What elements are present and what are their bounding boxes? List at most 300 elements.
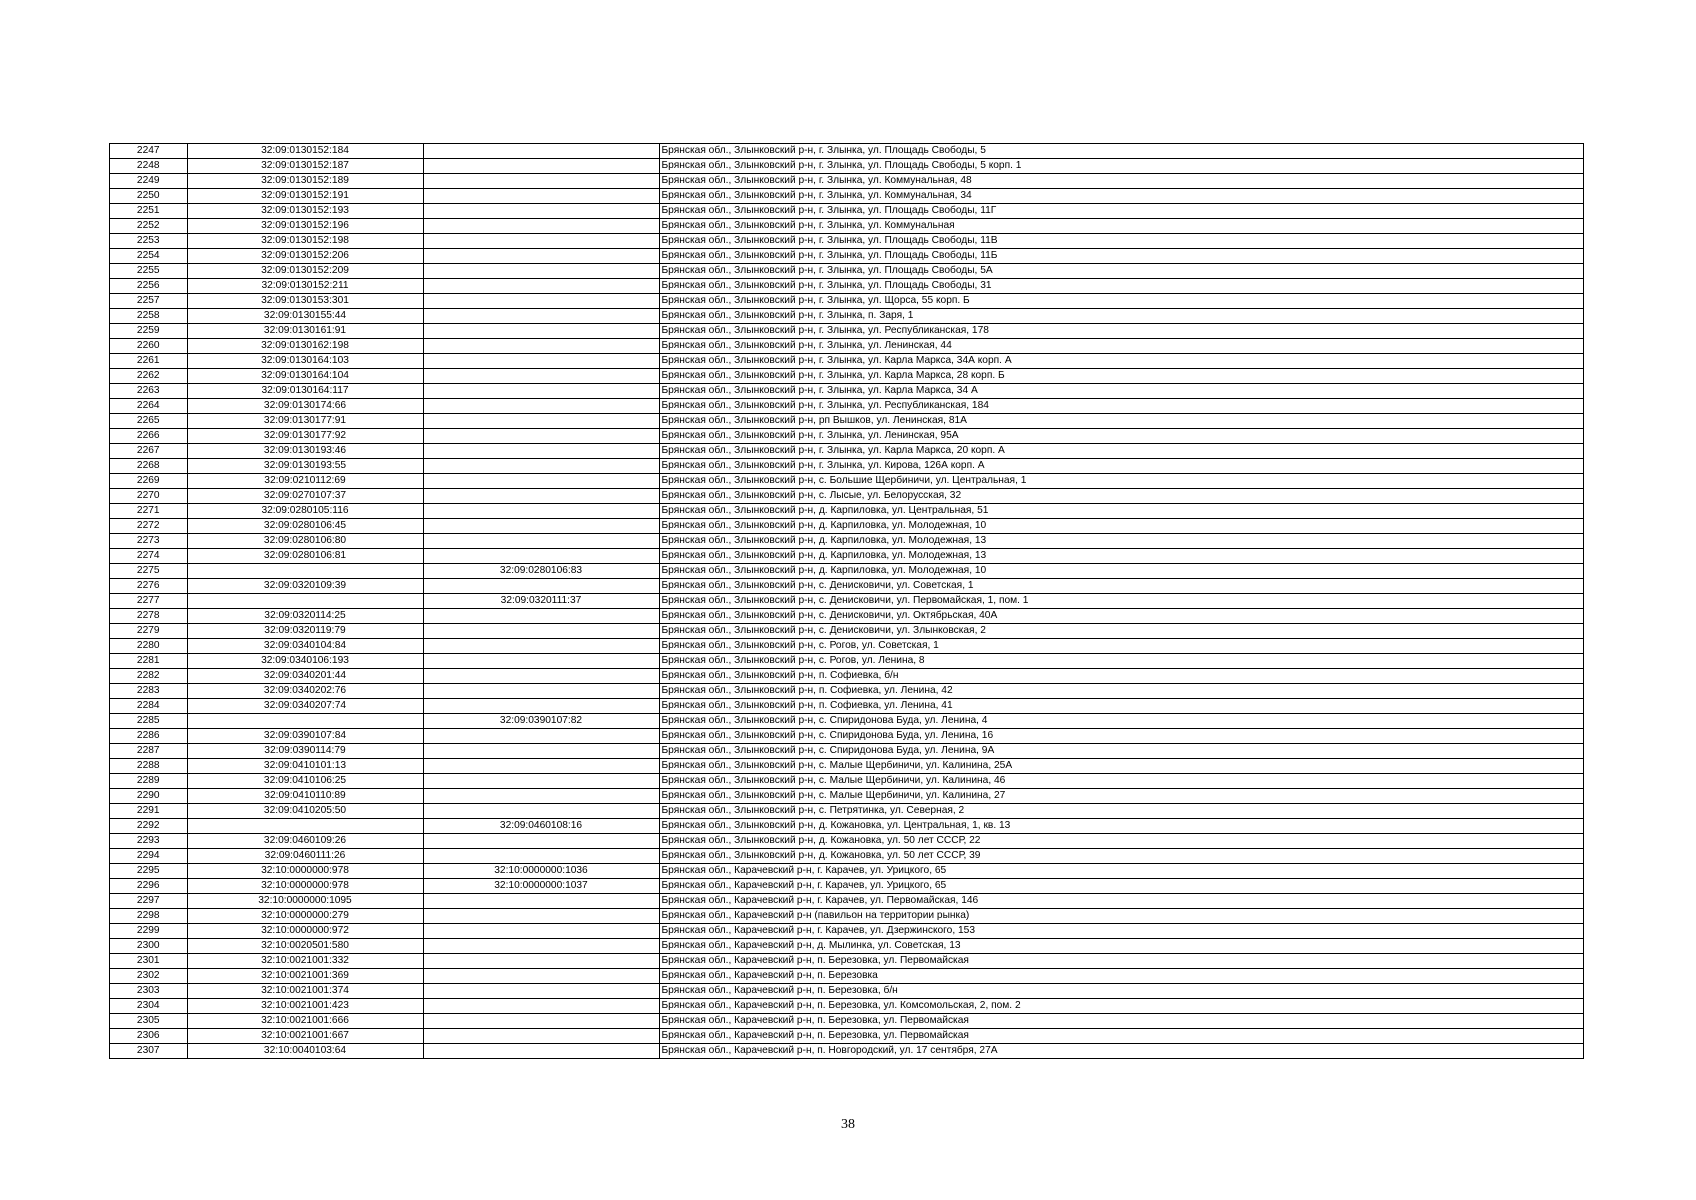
- registry-table-frame: [109, 143, 1584, 1059]
- cadastral-number-cell: 32:09:0340104:84: [187, 639, 423, 654]
- cadastral-number-cell: 32:10:0000000:978: [187, 879, 423, 894]
- address-cell: Брянская обл., Злынковский р-н, г. Злынка, ул. Ленинская, 95А: [659, 429, 1583, 444]
- cadastral-number-cell: 32:09:0410205:50: [187, 804, 423, 819]
- cadastral-number-cell: 32:09:0410110:89: [187, 789, 423, 804]
- related-cadastral-number-cell: [423, 189, 659, 204]
- related-cadastral-number-cell: [423, 384, 659, 399]
- related-cadastral-number-cell: [423, 1014, 659, 1029]
- address-cell: Брянская обл., Злынковский р-н, с. Денисковичи, ул. Злынковская, 2: [659, 624, 1583, 639]
- row-number-cell: 2250: [110, 189, 187, 204]
- table-row: [110, 924, 1583, 939]
- table-row: [110, 249, 1583, 264]
- related-cadastral-number-cell: 32:10:0000000:1037: [423, 879, 659, 894]
- related-cadastral-number-cell: [423, 579, 659, 594]
- related-cadastral-number-cell: [423, 414, 659, 429]
- cadastral-number-cell: 32:09:0130152:209: [187, 264, 423, 279]
- cadastral-number-cell: 32:09:0320114:25: [187, 609, 423, 624]
- cadastral-number-cell: 32:09:0320119:79: [187, 624, 423, 639]
- row-number-cell: 2256: [110, 279, 187, 294]
- table-row: [110, 564, 1583, 579]
- address-cell: Брянская обл., Злынковский р-н, с. Малые Щербиничи, ул. Калинина, 25А: [659, 759, 1583, 774]
- table-row: [110, 669, 1583, 684]
- row-number-cell: 2298: [110, 909, 187, 924]
- cadastral-number-cell: 32:09:0130155:44: [187, 309, 423, 324]
- cadastral-number-cell: 32:09:0130193:46: [187, 444, 423, 459]
- related-cadastral-number-cell: [423, 429, 659, 444]
- row-number-cell: 2255: [110, 264, 187, 279]
- related-cadastral-number-cell: [423, 654, 659, 669]
- related-cadastral-number-cell: [423, 834, 659, 849]
- cadastral-number-cell: 32:09:0130152:187: [187, 159, 423, 174]
- address-cell: Брянская обл., Карачевский р-н, п. Березовка, ул. Первомайская: [659, 954, 1583, 969]
- related-cadastral-number-cell: [423, 669, 659, 684]
- related-cadastral-number-cell: [423, 609, 659, 624]
- registry-table: [110, 144, 1583, 1058]
- row-number-cell: 2262: [110, 369, 187, 384]
- related-cadastral-number-cell: [423, 1029, 659, 1044]
- row-number-cell: 2305: [110, 1014, 187, 1029]
- row-number-cell: 2283: [110, 684, 187, 699]
- related-cadastral-number-cell: [423, 684, 659, 699]
- address-cell: Брянская обл., Злынковский р-н, г. Злынка, ул. Карла Маркса, 20 корп. А: [659, 444, 1583, 459]
- address-cell: Брянская обл., Злынковский р-н, п. Софиевка, ул. Ленина, 41: [659, 699, 1583, 714]
- address-cell: Брянская обл., Злынковский р-н, г. Злынка, ул. Коммунальная: [659, 219, 1583, 234]
- related-cadastral-number-cell: [423, 474, 659, 489]
- address-cell: Брянская обл., Злынковский р-н, с. Денисковичи, ул. Октябрьская, 40А: [659, 609, 1583, 624]
- table-row: [110, 189, 1583, 204]
- row-number-cell: 2284: [110, 699, 187, 714]
- related-cadastral-number-cell: [423, 234, 659, 249]
- table-row: [110, 819, 1583, 834]
- table-row: [110, 969, 1583, 984]
- table-row: [110, 1029, 1583, 1044]
- table-row: [110, 369, 1583, 384]
- address-cell: Брянская обл., Злынковский р-н, г. Злынка, ул. Коммунальная, 48: [659, 174, 1583, 189]
- cadastral-number-cell: 32:09:0130164:103: [187, 354, 423, 369]
- related-cadastral-number-cell: 32:09:0460108:16: [423, 819, 659, 834]
- related-cadastral-number-cell: [423, 399, 659, 414]
- row-number-cell: 2279: [110, 624, 187, 639]
- address-cell: Брянская обл., Карачевский р-н, п. Березовка, б/н: [659, 984, 1583, 999]
- cadastral-number-cell: [187, 819, 423, 834]
- cadastral-number-cell: [187, 594, 423, 609]
- row-number-cell: 2264: [110, 399, 187, 414]
- related-cadastral-number-cell: [423, 159, 659, 174]
- table-row: [110, 429, 1583, 444]
- address-cell: Брянская обл., Злынковский р-н, с. Малые Щербиничи, ул. Калинина, 46: [659, 774, 1583, 789]
- related-cadastral-number-cell: [423, 969, 659, 984]
- row-number-cell: 2266: [110, 429, 187, 444]
- address-cell: Брянская обл., Злынковский р-н, г. Злынка, ул. Карла Маркса, 34 А: [659, 384, 1583, 399]
- row-number-cell: 2252: [110, 219, 187, 234]
- address-cell: Брянская обл., Злынковский р-н, г. Злынка, ул. Коммунальная, 34: [659, 189, 1583, 204]
- related-cadastral-number-cell: [423, 294, 659, 309]
- related-cadastral-number-cell: [423, 729, 659, 744]
- row-number-cell: 2299: [110, 924, 187, 939]
- registry-table-body: [110, 144, 1583, 1058]
- related-cadastral-number-cell: [423, 264, 659, 279]
- row-number-cell: 2254: [110, 249, 187, 264]
- cadastral-number-cell: 32:09:0130152:198: [187, 234, 423, 249]
- table-row: [110, 999, 1583, 1014]
- table-row: [110, 954, 1583, 969]
- cadastral-number-cell: 32:09:0280105:116: [187, 504, 423, 519]
- table-row: [110, 309, 1583, 324]
- row-number-cell: 2257: [110, 294, 187, 309]
- related-cadastral-number-cell: [423, 249, 659, 264]
- row-number-cell: 2280: [110, 639, 187, 654]
- address-cell: Брянская обл., Карачевский р-н, п. Березовка, ул. Первомайская: [659, 1014, 1583, 1029]
- cadastral-number-cell: 32:09:0130152:206: [187, 249, 423, 264]
- address-cell: Брянская обл., Злынковский р-н, с. Денисковичи, ул. Первомайская, 1, пом. 1: [659, 594, 1583, 609]
- address-cell: Брянская обл., Злынковский р-н, г. Злынка, ул. Щорса, 55 корп. Б: [659, 294, 1583, 309]
- table-row: [110, 789, 1583, 804]
- related-cadastral-number-cell: 32:10:0000000:1036: [423, 864, 659, 879]
- related-cadastral-number-cell: 32:09:0390107:82: [423, 714, 659, 729]
- address-cell: Брянская обл., Злынковский р-н, г. Злынка, ул. Площадь Свободы, 5А: [659, 264, 1583, 279]
- table-row: [110, 894, 1583, 909]
- cadastral-number-cell: 32:09:0320109:39: [187, 579, 423, 594]
- row-number-cell: 2274: [110, 549, 187, 564]
- related-cadastral-number-cell: [423, 999, 659, 1014]
- table-row: [110, 519, 1583, 534]
- address-cell: Брянская обл., Карачевский р-н, г. Карачев, ул. Первомайская, 146: [659, 894, 1583, 909]
- address-cell: Брянская обл., Карачевский р-н, п. Березовка: [659, 969, 1583, 984]
- cadastral-number-cell: 32:09:0130152:189: [187, 174, 423, 189]
- row-number-cell: 2248: [110, 159, 187, 174]
- address-cell: Брянская обл., Злынковский р-н, с. Денисковичи, ул. Советская, 1: [659, 579, 1583, 594]
- cadastral-number-cell: 32:09:0340207:74: [187, 699, 423, 714]
- address-cell: Брянская обл., Злынковский р-н, г. Злынка, ул. Карла Маркса, 34А корп. А: [659, 354, 1583, 369]
- row-number-cell: 2267: [110, 444, 187, 459]
- cadastral-number-cell: 32:10:0020501:580: [187, 939, 423, 954]
- table-row: [110, 414, 1583, 429]
- address-cell: Брянская обл., Злынковский р-н, д. Карпиловка, ул. Центральная, 51: [659, 504, 1583, 519]
- row-number-cell: 2278: [110, 609, 187, 624]
- table-row: [110, 579, 1583, 594]
- table-row: [110, 1044, 1583, 1059]
- related-cadastral-number-cell: 32:09:0320111:37: [423, 594, 659, 609]
- cadastral-number-cell: 32:09:0130164:104: [187, 369, 423, 384]
- cadastral-number-cell: 32:09:0210112:69: [187, 474, 423, 489]
- table-row: [110, 459, 1583, 474]
- table-row: [110, 384, 1583, 399]
- related-cadastral-number-cell: [423, 279, 659, 294]
- address-cell: Брянская обл., Злынковский р-н, с. Спиридонова Буда, ул. Ленина, 16: [659, 729, 1583, 744]
- row-number-cell: 2285: [110, 714, 187, 729]
- table-row: [110, 759, 1583, 774]
- cadastral-number-cell: 32:09:0130152:196: [187, 219, 423, 234]
- address-cell: Брянская обл., Злынковский р-н, г. Злынка, ул. Ленинская, 44: [659, 339, 1583, 354]
- row-number-cell: 2269: [110, 474, 187, 489]
- address-cell: Брянская обл., Злынковский р-н, д. Карпиловка, ул. Молодежная, 13: [659, 534, 1583, 549]
- related-cadastral-number-cell: [423, 804, 659, 819]
- address-cell: Брянская обл., Злынковский р-н, с. Спиридонова Буда, ул. Ленина, 4: [659, 714, 1583, 729]
- cadastral-number-cell: 32:09:0390107:84: [187, 729, 423, 744]
- table-row: [110, 699, 1583, 714]
- cadastral-number-cell: 32:09:0280106:45: [187, 519, 423, 534]
- table-row: [110, 174, 1583, 189]
- address-cell: Брянская обл., Злынковский р-н, г. Злынка, ул. Площадь Свободы, 11В: [659, 234, 1583, 249]
- table-row: [110, 804, 1583, 819]
- row-number-cell: 2290: [110, 789, 187, 804]
- row-number-cell: 2247: [110, 144, 187, 159]
- table-row: [110, 534, 1583, 549]
- table-row: [110, 594, 1583, 609]
- row-number-cell: 2304: [110, 999, 187, 1014]
- related-cadastral-number-cell: [423, 624, 659, 639]
- address-cell: Брянская обл., Злынковский р-н, п. Софиевка, ул. Ленина, 42: [659, 684, 1583, 699]
- table-row: [110, 729, 1583, 744]
- address-cell: Брянская обл., Карачевский р-н, г. Карачев, ул. Дзержинского, 153: [659, 924, 1583, 939]
- address-cell: Брянская обл., Злынковский р-н, д. Карпиловка, ул. Молодежная, 13: [659, 549, 1583, 564]
- related-cadastral-number-cell: 32:09:0280106:83: [423, 564, 659, 579]
- address-cell: Брянская обл., Злынковский р-н, г. Злынка, ул. Площадь Свободы, 5: [659, 144, 1583, 159]
- row-number-cell: 2268: [110, 459, 187, 474]
- row-number-cell: 2270: [110, 489, 187, 504]
- page-number: 38: [841, 1117, 855, 1132]
- address-cell: Брянская обл., Карачевский р-н, г. Карачев, ул. Урицкого, 65: [659, 879, 1583, 894]
- row-number-cell: 2301: [110, 954, 187, 969]
- address-cell: Брянская обл., Карачевский р-н, п. Новгородский, ул. 17 сентября, 27А: [661, 1045, 998, 1056]
- table-row: [110, 444, 1583, 459]
- row-number-cell: 2292: [110, 819, 187, 834]
- cadastral-number-cell: 32:10:0021001:332: [187, 954, 423, 969]
- cadastral-number-cell: 32:10:0000000:978: [187, 864, 423, 879]
- row-number-cell: 2287: [110, 744, 187, 759]
- table-row: [110, 159, 1583, 174]
- cadastral-number-cell: 32:09:0390114:79: [187, 744, 423, 759]
- table-row: [110, 339, 1583, 354]
- address-cell: Брянская обл., Злынковский р-н, с. Рогов, ул. Советская, 1: [659, 639, 1583, 654]
- row-number-cell: 2281: [110, 654, 187, 669]
- address-cell: Брянская обл., Злынковский р-н, г. Злынка, п. Заря, 1: [659, 309, 1583, 324]
- cadastral-number-cell: 32:09:0280106:81: [187, 549, 423, 564]
- table-row: [110, 324, 1583, 339]
- address-cell: Брянская обл., Карачевский р-н, п. Березовка, ул. Комсомольская, 2, пом. 2: [659, 999, 1583, 1014]
- table-row: [110, 984, 1583, 999]
- row-number-cell: 2249: [110, 174, 187, 189]
- table-row: [110, 939, 1583, 954]
- cadastral-number-cell: 32:09:0460111:26: [187, 849, 423, 864]
- cadastral-number-cell: 32:10:0021001:666: [187, 1014, 423, 1029]
- cadastral-number-cell: 32:09:0410101:13: [187, 759, 423, 774]
- row-number-cell: 2302: [110, 969, 187, 984]
- table-row: [110, 399, 1583, 414]
- cadastral-number-cell: [187, 714, 423, 729]
- row-number-cell: 2272: [110, 519, 187, 534]
- related-cadastral-number-cell: [423, 174, 659, 189]
- address-cell: Брянская обл., Злынковский р-н, с. Малые Щербиничи, ул. Калинина, 27: [659, 789, 1583, 804]
- row-number-cell: 2263: [110, 384, 187, 399]
- address-cell: Брянская обл., Злынковский р-н, с. Петрятинка, ул. Северная, 2: [659, 804, 1583, 819]
- row-number-cell: 2295: [110, 864, 187, 879]
- cadastral-number-cell: 32:09:0340106:193: [187, 654, 423, 669]
- table-row: [110, 144, 1583, 159]
- related-cadastral-number-cell: [423, 219, 659, 234]
- related-cadastral-number-cell: [423, 324, 659, 339]
- address-cell: Брянская обл., Карачевский р-н, г. Карачев, ул. Урицкого, 65: [659, 864, 1583, 879]
- address-cell: Брянская обл., Карачевский р-н, д. Мылинка, ул. Советская, 13: [659, 939, 1583, 954]
- address-cell: Брянская обл., Злынковский р-н, г. Злынка, ул. Карла Маркса, 28 корп. Б: [659, 369, 1583, 384]
- related-cadastral-number-cell: [423, 744, 659, 759]
- cadastral-number-cell: 32:09:0130161:91: [187, 324, 423, 339]
- related-cadastral-number-cell: [423, 789, 659, 804]
- address-cell: Брянская обл., Злынковский р-н, г. Злынка, ул. Площадь Свободы, 11Г: [659, 204, 1583, 219]
- table-row: [110, 294, 1583, 309]
- table-row: [110, 549, 1583, 564]
- table-row: [110, 774, 1583, 789]
- address-cell: Брянская обл., Злынковский р-н, п. Софиевка, б/н: [659, 669, 1583, 684]
- related-cadastral-number-cell: [423, 894, 659, 909]
- row-number-cell: 2288: [110, 759, 187, 774]
- related-cadastral-number-cell: [423, 924, 659, 939]
- related-cadastral-number-cell: [423, 939, 659, 954]
- table-row: [110, 639, 1583, 654]
- related-cadastral-number-cell: [423, 519, 659, 534]
- address-cell: Брянская обл., Злынковский р-н, рп Вышков, ул. Ленинская, 81А: [659, 414, 1583, 429]
- cadastral-number-cell: 32:09:0270107:37: [187, 489, 423, 504]
- table-row: [110, 714, 1583, 729]
- table-row: [110, 834, 1583, 849]
- row-number-cell: 2265: [110, 414, 187, 429]
- row-number-cell: 2251: [110, 204, 187, 219]
- cadastral-number-cell: 32:09:0130177:92: [187, 429, 423, 444]
- table-row: [110, 849, 1583, 864]
- table-row: [110, 1014, 1583, 1029]
- cadastral-number-cell: 32:09:0130177:91: [187, 414, 423, 429]
- related-cadastral-number-cell: [423, 774, 659, 789]
- table-row: [110, 609, 1583, 624]
- row-number-cell: 2297: [110, 894, 187, 909]
- related-cadastral-number-cell: [423, 639, 659, 654]
- row-number-cell: 2307: [110, 1044, 187, 1059]
- cadastral-number-cell: 32:09:0340201:44: [187, 669, 423, 684]
- address-cell: Брянская обл., Злынковский р-н, г. Злынка, ул. Республиканская, 178: [659, 324, 1583, 339]
- table-row: [110, 909, 1583, 924]
- related-cadastral-number-cell: [423, 909, 659, 924]
- related-cadastral-number-cell: [423, 204, 659, 219]
- related-cadastral-number-cell: [423, 489, 659, 504]
- address-cell: Брянская обл., Злынковский р-н, г. Злынка, ул. Республиканская, 184: [659, 399, 1583, 414]
- cadastral-number-cell: 32:09:0460109:26: [187, 834, 423, 849]
- cadastral-number-cell: 32:09:0130152:191: [187, 189, 423, 204]
- address-cell: Брянская обл., Злынковский р-н, с. Лысые, ул. Белорусская, 32: [659, 489, 1583, 504]
- row-number-cell: 2291: [110, 804, 187, 819]
- table-row: [110, 744, 1583, 759]
- address-cell: Брянская обл., Злынковский р-н, с. Рогов, ул. Ленина, 8: [659, 654, 1583, 669]
- related-cadastral-number-cell: [423, 144, 659, 159]
- related-cadastral-number-cell: [423, 309, 659, 324]
- related-cadastral-number-cell: [423, 459, 659, 474]
- address-cell: Брянская обл., Злынковский р-н, д. Карпиловка, ул. Молодежная, 10: [659, 564, 1583, 579]
- cadastral-number-cell: 32:09:0340202:76: [187, 684, 423, 699]
- row-number-cell: 2258: [110, 309, 187, 324]
- address-cell: Брянская обл., Злынковский р-н, д. Карпиловка, ул. Молодежная, 10: [659, 519, 1583, 534]
- related-cadastral-number-cell: [423, 849, 659, 864]
- table-row: [110, 489, 1583, 504]
- row-number-cell: 2306: [110, 1029, 187, 1044]
- cadastral-number-cell: 32:10:0000000:972: [187, 924, 423, 939]
- related-cadastral-number-cell: [423, 549, 659, 564]
- row-number-cell: 2273: [110, 534, 187, 549]
- row-number-cell: 2271: [110, 504, 187, 519]
- row-number-cell: 2259: [110, 324, 187, 339]
- cadastral-number-cell: 32:10:0000000:279: [187, 909, 423, 924]
- address-cell: Брянская обл., Злынковский р-н, д. Кожановка, ул. 50 лет СССР, 22: [659, 834, 1583, 849]
- cadastral-number-cell: 32:09:0130174:66: [187, 399, 423, 414]
- cadastral-number-cell: 32:09:0130152:193: [187, 204, 423, 219]
- table-row: [110, 624, 1583, 639]
- related-cadastral-number-cell: [423, 954, 659, 969]
- table-row: [110, 234, 1583, 249]
- cadastral-number-cell: 32:09:0130153:301: [187, 294, 423, 309]
- row-number-cell: 2303: [110, 984, 187, 999]
- cadastral-number-cell: 32:10:0021001:374: [187, 984, 423, 999]
- row-number-cell: 2286: [110, 729, 187, 744]
- row-number-cell: 2300: [110, 939, 187, 954]
- row-number-cell: 2289: [110, 774, 187, 789]
- cadastral-number-cell: [187, 564, 423, 579]
- address-cell: Брянская обл., Злынковский р-н, г. Злынка, ул. Площадь Свободы, 5 корп. 1: [659, 159, 1583, 174]
- table-row: [110, 864, 1583, 879]
- cadastral-number-cell: 32:09:0130152:184: [187, 144, 423, 159]
- cadastral-number-cell: 32:09:0280106:80: [187, 534, 423, 549]
- address-cell: Брянская обл., Злынковский р-н, д. Кожановка, ул. Центральная, 1, кв. 13: [659, 819, 1583, 834]
- row-number-cell: 2260: [110, 339, 187, 354]
- address-cell: Брянская обл., Злынковский р-н, с. Спиридонова Буда, ул. Ленина, 9А: [659, 744, 1583, 759]
- related-cadastral-number-cell: [423, 369, 659, 384]
- row-number-cell: 2253: [110, 234, 187, 249]
- address-cell: Брянская обл., Злынковский р-н, г. Злынка, ул. Площадь Свободы, 11Б: [659, 249, 1583, 264]
- related-cadastral-number-cell: [423, 1044, 659, 1059]
- cadastral-number-cell: 32:09:0410106:25: [187, 774, 423, 789]
- row-number-cell: 2275: [110, 564, 187, 579]
- related-cadastral-number-cell: [423, 354, 659, 369]
- table-row: [110, 204, 1583, 219]
- address-cell: Брянская обл., Злынковский р-н, с. Большие Щербиничи, ул. Центральная, 1: [659, 474, 1583, 489]
- cadastral-number-cell: 32:10:0040103:64: [187, 1044, 423, 1059]
- cadastral-number-cell: 32:09:0130164:117: [187, 384, 423, 399]
- related-cadastral-number-cell: [423, 339, 659, 354]
- row-number-cell: 2294: [110, 849, 187, 864]
- table-row: [110, 279, 1583, 294]
- row-number-cell: 2277: [110, 594, 187, 609]
- address-cell: Брянская обл., Злынковский р-н, д. Кожановка, ул. 50 лет СССР, 39: [659, 849, 1583, 864]
- table-row: [110, 879, 1583, 894]
- table-row: [110, 219, 1583, 234]
- related-cadastral-number-cell: [423, 504, 659, 519]
- cadastral-number-cell: 32:10:0021001:667: [187, 1029, 423, 1044]
- address-cell: Брянская обл., Злынковский р-н, г. Злынка, ул. Кирова, 126А корп. А: [659, 459, 1583, 474]
- row-number-cell: 2276: [110, 579, 187, 594]
- row-number-cell: 2261: [110, 354, 187, 369]
- table-row: [110, 354, 1583, 369]
- cadastral-number-cell: 32:09:0130152:211: [187, 279, 423, 294]
- address-cell: Брянская обл., Карачевский р-н, п. Березовка, ул. Первомайская: [659, 1029, 1583, 1044]
- related-cadastral-number-cell: [423, 759, 659, 774]
- cadastral-number-cell: 32:10:0021001:369: [187, 969, 423, 984]
- table-row: [110, 654, 1583, 669]
- related-cadastral-number-cell: [423, 984, 659, 999]
- address-cell: Брянская обл., Злынковский р-н, г. Злынка, ул. Площадь Свободы, 31: [659, 279, 1583, 294]
- cadastral-number-cell: 32:10:0021001:423: [187, 999, 423, 1014]
- table-row: [110, 504, 1583, 519]
- related-cadastral-number-cell: [423, 444, 659, 459]
- cadastral-number-cell: 32:09:0130162:198: [187, 339, 423, 354]
- table-row: [110, 474, 1583, 489]
- related-cadastral-number-cell: [423, 699, 659, 714]
